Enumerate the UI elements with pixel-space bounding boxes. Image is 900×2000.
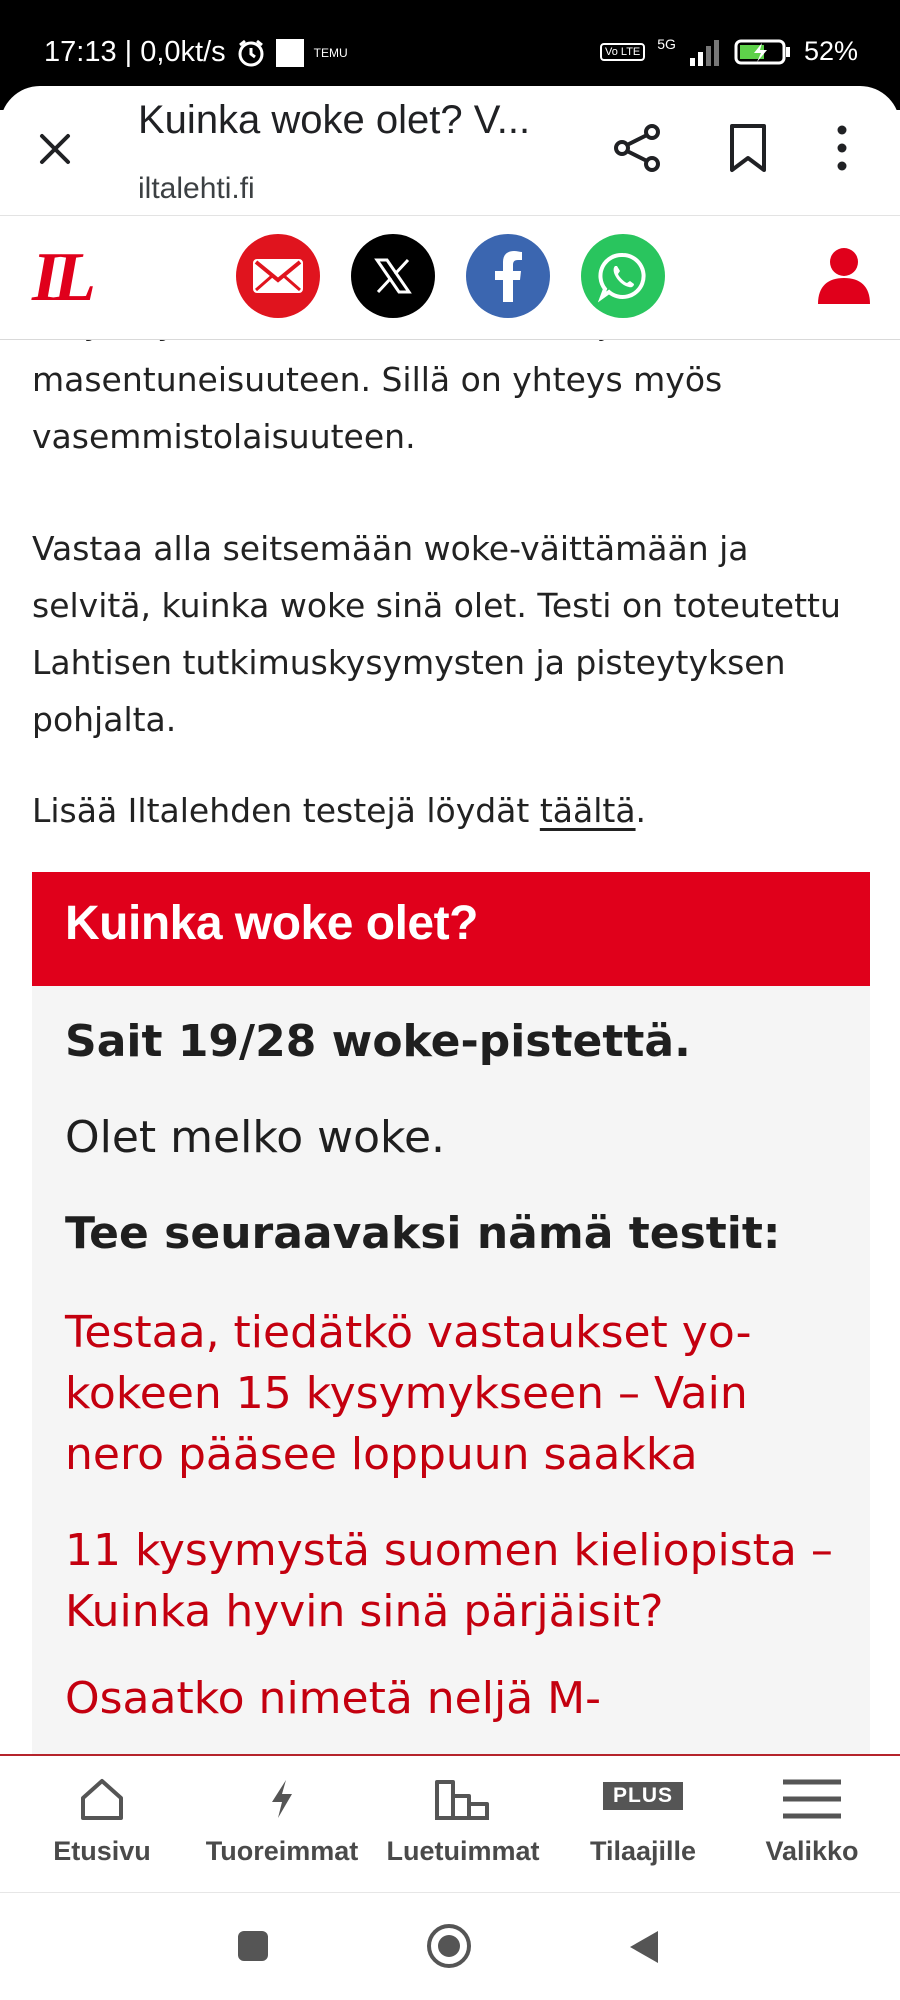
share-whatsapp-button[interactable] xyxy=(581,234,665,318)
bottom-navigation xyxy=(0,1754,900,1892)
article-paragraph xyxy=(32,782,872,839)
email-icon xyxy=(250,256,306,296)
whatsapp-icon xyxy=(598,251,648,301)
share-facebook-button[interactable] xyxy=(466,234,550,318)
custom-tab-toolbar xyxy=(0,86,900,216)
quiz-result-text: Olet melko woke. xyxy=(65,1112,446,1163)
logo-text: IL xyxy=(32,239,90,316)
bar-chart-icon xyxy=(433,1776,493,1822)
nav-item-tilaajille[interactable] xyxy=(566,1756,720,1894)
share-x-button[interactable] xyxy=(351,234,435,318)
battery-icon xyxy=(734,38,792,66)
nav-item-luetuimmat[interactable] xyxy=(380,1756,546,1894)
quiz-score: Sait 19/28 woke-pistettä. xyxy=(65,1016,691,1067)
status-time-speed: 17:13 | 0,0kt/s xyxy=(44,36,226,68)
nav-label: Tuoreimmat xyxy=(205,1836,359,1866)
system-navigation-bar xyxy=(0,1892,900,2000)
plus-badge-text: PLUS xyxy=(612,1784,674,1807)
quiz-title: Kuinka woke olet? xyxy=(65,897,478,950)
nav-item-tuoreimmat[interactable] xyxy=(196,1756,368,1894)
back-icon[interactable] xyxy=(626,1927,662,1967)
bookmark-icon[interactable] xyxy=(726,122,770,174)
article-paragraph: masentuneisuuteen. Sillä on yhteys myös vasemmistolaisuuteen. xyxy=(32,360,723,456)
home-icon xyxy=(78,1776,126,1822)
page-domain: iltalehti.fi xyxy=(138,172,255,205)
alarm-icon xyxy=(236,38,266,68)
nav-label: Luetuimmat xyxy=(386,1836,540,1866)
paragraph-text: . xyxy=(635,791,647,830)
plus-badge-icon xyxy=(603,1782,683,1810)
next-test-link[interactable]: 11 kysymystä suomen kieliopista – Kuinka hyvin sinä pärjäisit? xyxy=(65,1525,833,1637)
share-email-button[interactable] xyxy=(236,234,320,318)
site-header xyxy=(0,216,900,340)
nav-label: Etusivu xyxy=(53,1836,151,1866)
x-logo-icon xyxy=(373,256,413,296)
next-tests-heading: Tee seuraavaksi nämä testit: xyxy=(65,1208,781,1259)
volte-badge: Vo LTE xyxy=(600,43,645,61)
status-left xyxy=(44,36,348,69)
more-options-icon[interactable] xyxy=(830,122,854,174)
paragraph-text: Lisää Iltalehden testejä löydät xyxy=(32,791,540,830)
signal-icon xyxy=(688,38,722,66)
facebook-icon xyxy=(493,250,523,302)
user-account-icon[interactable] xyxy=(816,246,872,306)
more-tests-link[interactable]: täältä xyxy=(539,791,636,830)
article-paragraph: Vastaa alla seitsemään woke-väittämään ja selvitä, kuinka woke sinä olet. Testi on toteutettu Lahtisen tutkimuskysymysten ja pisteytyksen pohjalta. xyxy=(32,529,841,739)
nav-label: Valikko xyxy=(765,1836,859,1866)
hamburger-menu-icon xyxy=(781,1776,843,1822)
quiz-header xyxy=(32,872,870,986)
temu-badge: TEMU xyxy=(313,45,348,60)
iltalehti-logo[interactable] xyxy=(30,239,102,316)
close-icon[interactable] xyxy=(34,128,76,170)
next-test-link[interactable]: Osaatko nimetä neljä M- xyxy=(65,1673,601,1724)
notification-square-icon xyxy=(276,39,304,67)
network-type: 5G xyxy=(657,36,676,52)
nav-label: Tilaajille xyxy=(589,1836,697,1866)
status-right xyxy=(600,36,858,67)
nav-item-etusivu[interactable] xyxy=(22,1756,182,1894)
nav-item-valikko[interactable] xyxy=(742,1756,882,1894)
home-button-icon[interactable] xyxy=(426,1923,472,1969)
recent-apps-icon[interactable] xyxy=(236,1929,270,1963)
page-title: Kuinka woke olet? V... xyxy=(138,98,531,142)
battery-percent: 52% xyxy=(803,36,858,66)
quiz-result-box xyxy=(32,872,870,1772)
lightning-icon xyxy=(264,1776,300,1822)
next-test-link[interactable]: Testaa, tiedätkö vastaukset yo-kokeen 15 kysymykseen – Vain nero pääsee loppuun saakka xyxy=(65,1307,752,1480)
article-content xyxy=(0,340,900,1754)
share-icon[interactable] xyxy=(612,122,664,174)
